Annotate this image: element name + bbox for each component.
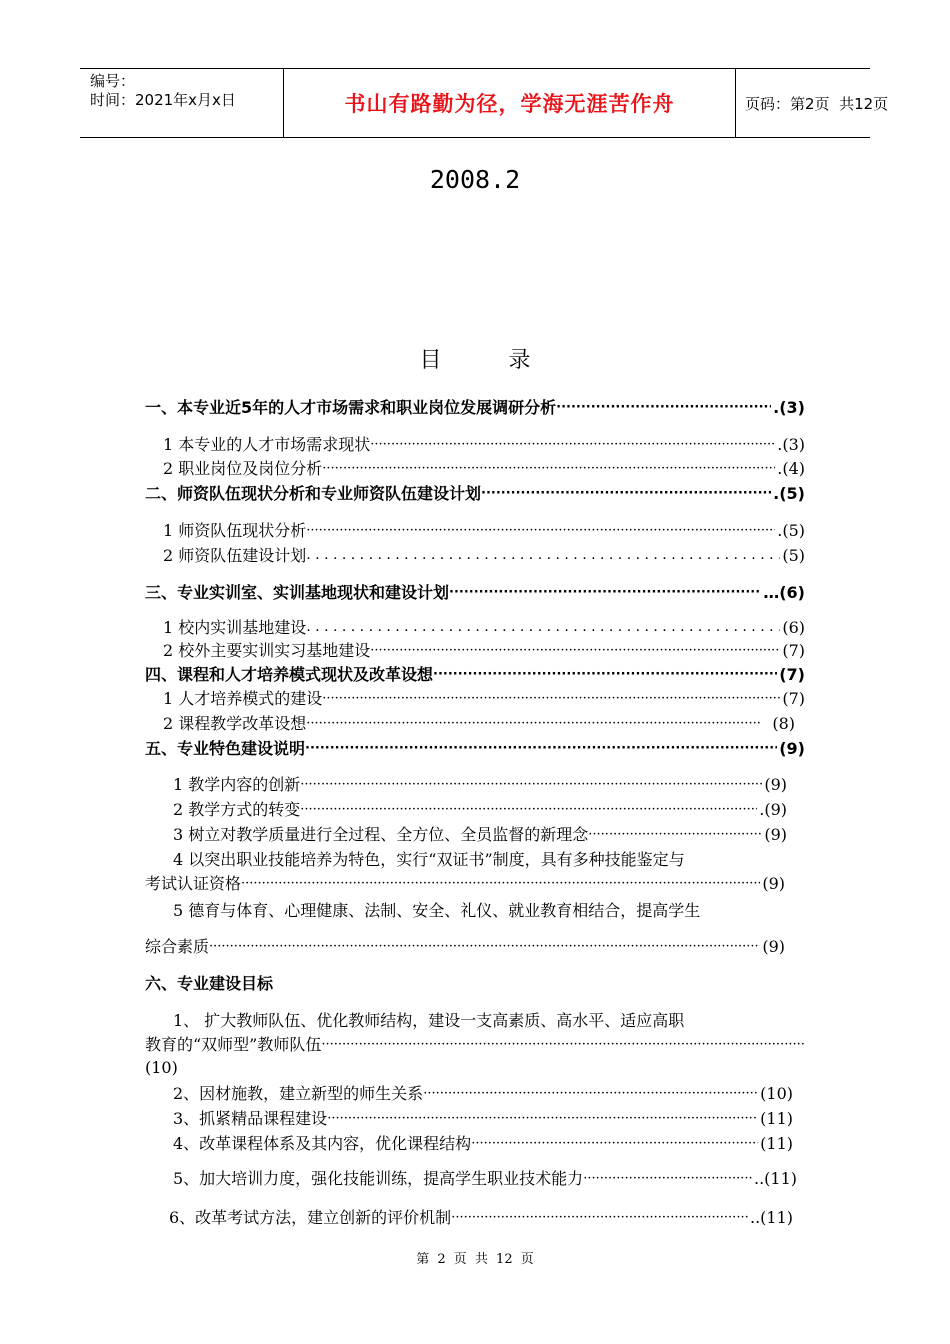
- toc-entry-section-4[interactable]: [145, 664, 805, 686]
- toc-entry-label: 4 以突出职业技能培养为特色，实行“双证书”制度，具有多种技能鉴定与: [173, 850, 685, 869]
- toc-entry-3-1[interactable]: [145, 617, 805, 639]
- toc-entry-4-1[interactable]: [145, 688, 805, 710]
- toc-entry-5-4-line1[interactable]: [145, 849, 805, 871]
- toc-entry-section-1[interactable]: [145, 397, 805, 419]
- toc-entry-page: (10): [760, 1084, 793, 1103]
- toc-entry-page: .(5): [773, 484, 805, 503]
- toc-entry-6-1-page[interactable]: [145, 1057, 805, 1079]
- toc-leader: [433, 664, 777, 686]
- document-number-label: 编号：: [90, 72, 136, 90]
- toc-entry-label: 3、抓紧精品课程建设: [173, 1109, 328, 1128]
- toc-entry-page: .(9): [759, 800, 787, 819]
- toc-entry-label: 1 人才培养模式的建设: [163, 689, 323, 708]
- toc-entry-2-2[interactable]: [145, 545, 805, 567]
- toc-leader: [583, 1168, 752, 1190]
- header-page-info-text: 页码：第2页 共12页: [745, 94, 889, 113]
- toc-entry-label: 2、因材施教，建立新型的师生关系: [173, 1084, 424, 1103]
- page-header: [80, 68, 889, 138]
- toc-entry-page: (6): [782, 618, 805, 637]
- toc-leader: [322, 458, 775, 480]
- toc-entry-5-2[interactable]: [145, 799, 787, 821]
- header-page-info: [735, 69, 889, 137]
- toc-leader: [449, 582, 761, 604]
- toc-leader: [321, 1034, 805, 1056]
- toc-leader: [209, 936, 760, 958]
- header-left-cell: [80, 69, 283, 137]
- toc-entry-section-5[interactable]: [145, 738, 805, 760]
- toc-entry-label: 5、加大培训力度，强化技能训练，提高学生职业技术能力: [173, 1169, 584, 1188]
- toc-entry-page: .(5): [777, 521, 805, 540]
- toc-entry-page: .(3): [777, 435, 805, 454]
- toc-entry-label: 1 校内实训基地建设: [163, 618, 307, 637]
- toc-entry-label: 2 师资队伍建设计划: [163, 546, 307, 565]
- toc-entry-label: 1 教学内容的创新: [173, 775, 301, 794]
- toc-entry-label: 二、师资队伍现状分析和专业师资队伍建设计划: [145, 484, 482, 503]
- toc-entry-page: (11): [760, 1134, 793, 1153]
- toc-entry-label: 6、改革考试方法，建立创新的评价机制: [169, 1208, 452, 1227]
- toc-leader: [370, 640, 780, 662]
- toc-entry-page: (7): [782, 689, 805, 708]
- toc-leader: [588, 824, 762, 846]
- toc-leader: [423, 1083, 758, 1105]
- toc-entry-page: (5): [782, 546, 805, 565]
- toc-entry-6-1-line1[interactable]: [145, 1010, 805, 1032]
- toc-entry-5-5-line1[interactable]: [145, 900, 805, 922]
- toc-leader: [451, 1207, 748, 1229]
- toc-entry-5-5-line2[interactable]: [145, 936, 785, 958]
- toc-entry-6-2[interactable]: [145, 1083, 793, 1105]
- toc-entry-page: ..(11): [749, 1208, 793, 1227]
- toc-entry-label: 2 职业岗位及岗位分析: [163, 459, 323, 478]
- toc-entry-label: 三、专业实训室、实训基地现状和建设计划: [145, 583, 450, 602]
- header-motto: 书山有路勤为径，学海无涯苦作舟: [283, 69, 736, 137]
- toc-leader: [300, 774, 762, 796]
- toc-entry-5-1[interactable]: [145, 774, 787, 796]
- toc-entry-label: 六、专业建设目标: [145, 974, 274, 993]
- toc-entry-label: (10): [145, 1058, 178, 1077]
- toc-entry-page: .(4): [777, 459, 805, 478]
- toc-entry-3-2[interactable]: [145, 640, 805, 662]
- toc-leader: [241, 873, 760, 895]
- toc-entry-label: 4、改革课程体系及其内容，优化课程结构: [173, 1134, 472, 1153]
- toc-entry-label: 5 德育与体育、心理健康、法制、安全、礼仪、就业教育相结合，提高学生: [173, 901, 701, 920]
- toc-entry-5-4-line2[interactable]: [145, 873, 785, 895]
- toc-entry-page: (9): [764, 775, 787, 794]
- toc-entry-label: 一、本专业近5年的人才市场需求和职业岗位发展调研分析: [145, 398, 557, 417]
- toc-entry-label: 3 树立对教学质量进行全过程、全方位、全员监督的新理念: [173, 825, 589, 844]
- toc-entry-1-1[interactable]: [145, 434, 805, 456]
- toc-entry-6-5[interactable]: [145, 1168, 797, 1190]
- page-footer: 第 2 页 共 12 页: [416, 1252, 534, 1267]
- toc-entry-6-1-line2[interactable]: [145, 1034, 805, 1056]
- toc-entry-label: 综合素质: [145, 937, 210, 956]
- toc-leader: [300, 799, 757, 821]
- document-date: 2008.2: [429, 165, 521, 194]
- toc-entry-page: (9): [762, 937, 785, 956]
- toc-entry-section-6[interactable]: [145, 973, 805, 995]
- toc-entry-page: (8): [772, 714, 795, 733]
- toc-entry-5-3[interactable]: [145, 824, 787, 846]
- toc-entry-page: (9): [779, 739, 805, 758]
- toc-leader: [305, 738, 777, 760]
- toc-entry-label: 2 教学方式的转变: [173, 800, 301, 819]
- toc-entry-label: 2 校外主要实训实习基地建设: [163, 641, 371, 660]
- toc-entry-page: (7): [782, 641, 805, 660]
- toc-entry-6-3[interactable]: [145, 1108, 793, 1130]
- toc-entry-4-2[interactable]: [145, 713, 795, 735]
- toc-entry-label: 四、课程和人才培养模式现状及改革设想: [145, 665, 434, 684]
- toc-entry-page: (7): [779, 665, 805, 684]
- toc-entry-page: …(6): [763, 583, 805, 602]
- toc-leader: [327, 1108, 758, 1130]
- toc-leader: [306, 544, 780, 567]
- toc-entry-section-3[interactable]: [145, 582, 805, 604]
- toc-title: 目 录: [419, 348, 561, 373]
- toc-entry-1-2[interactable]: [145, 458, 805, 480]
- toc-leader: [322, 688, 780, 710]
- toc-entry-label: 1 师资队伍现状分析: [163, 521, 307, 540]
- toc-entry-label: 1、 扩大教师队伍、优化教师结构，建设一支高素质、高水平、适应高职: [173, 1011, 685, 1030]
- toc-leader: [306, 616, 780, 639]
- toc-leader: [306, 713, 760, 735]
- toc-entry-label: 1 本专业的人才市场需求现状: [163, 435, 371, 454]
- toc-entry-page: ..(11): [753, 1169, 797, 1188]
- toc-leader: [471, 1133, 758, 1155]
- toc-leader: [481, 483, 771, 505]
- toc-leader: [306, 520, 775, 542]
- toc-entry-label: 教育的“双师型”教师队伍: [145, 1035, 322, 1054]
- toc-entry-6-6[interactable]: [145, 1207, 793, 1229]
- toc-entry-page: .(3): [773, 398, 805, 417]
- toc-leader: [556, 397, 771, 419]
- toc-entry-page: (11): [760, 1109, 793, 1128]
- toc-entry-label: 考试认证资格: [145, 874, 242, 893]
- toc-entry-label: 五、专业特色建设说明: [145, 739, 306, 758]
- toc-leader: [370, 434, 775, 456]
- toc-entry-6-4[interactable]: [145, 1133, 793, 1155]
- toc-entry-page: (9): [764, 825, 787, 844]
- toc-entry-label: 2 课程教学改革设想: [163, 714, 307, 733]
- toc-entry-section-2[interactable]: [145, 483, 805, 505]
- toc-entry-page: (9): [762, 874, 785, 893]
- toc-entry-2-1[interactable]: [145, 520, 805, 542]
- document-time-label: 时间：2021年x月x日: [90, 91, 236, 109]
